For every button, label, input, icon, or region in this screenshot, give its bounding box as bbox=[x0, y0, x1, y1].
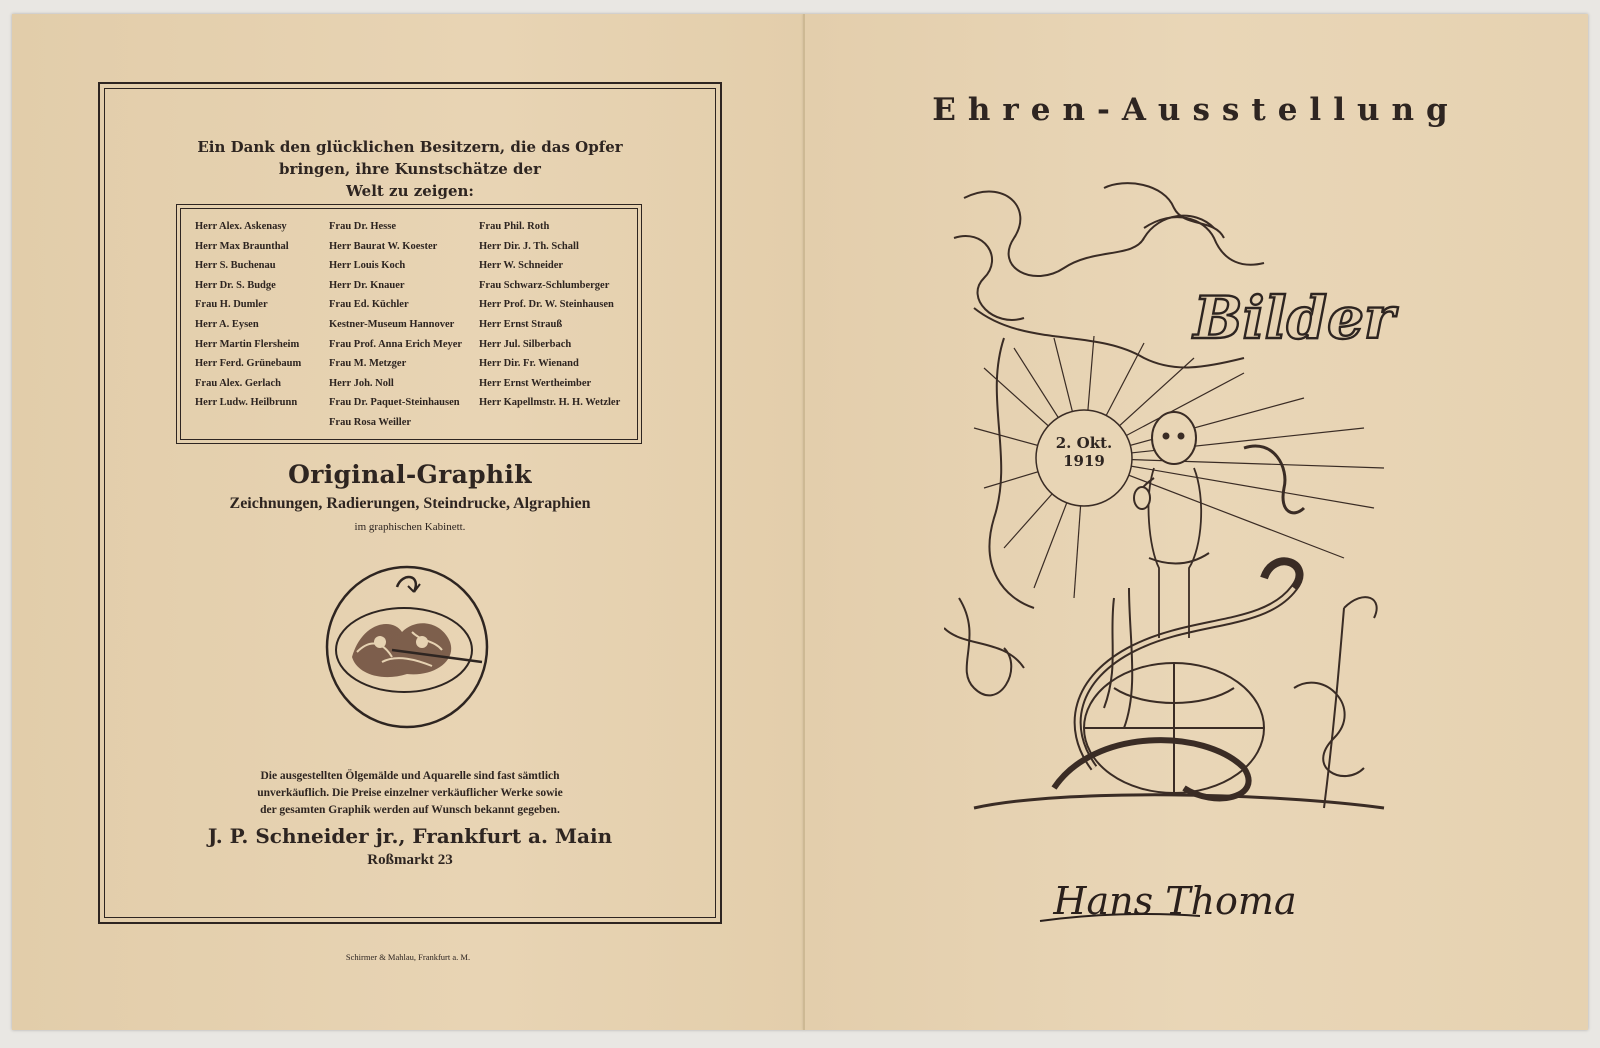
lender-name: Herr Dir. Fr. Wienand bbox=[479, 358, 579, 370]
bilder-word: Bilder bbox=[1193, 284, 1395, 352]
lender-name: Frau H. Dumler bbox=[195, 299, 268, 311]
lender-name: Kestner-Museum Hannover bbox=[329, 318, 455, 330]
thanks-line: Ein Dank den glücklichen Besitzern, die das Opfer bbox=[197, 138, 623, 156]
sun-year: 1919 bbox=[1063, 452, 1105, 470]
lenders-box bbox=[176, 204, 642, 444]
notice-line: Die ausgestellten Ölgemälde und Aquarelle sind fast sämtlich bbox=[260, 770, 560, 782]
graphic-note: im graphischen Kabinett. bbox=[354, 521, 466, 533]
lender-name: Herr Kapellmstr. H. H. Wetzler bbox=[479, 397, 621, 409]
lender-name: Herr S. Buchenau bbox=[195, 260, 276, 272]
lender-name: Herr Louis Koch bbox=[329, 260, 406, 272]
lender-name: Herr Dir. J. Th. Schall bbox=[479, 240, 579, 252]
firm-name: J. P. Schneider jr., Frankfurt a. Main bbox=[207, 824, 613, 848]
woodcut-illustration bbox=[944, 168, 1404, 834]
lender-name: Herr Dr. Knauer bbox=[329, 279, 405, 291]
lenders-column-1 bbox=[195, 217, 301, 413]
lender-name: Herr Martin Flersheim bbox=[195, 338, 300, 350]
thanks-line: bringen, ihre Kunstschätze der bbox=[279, 160, 541, 178]
lender-name: Frau Rosa Weiller bbox=[329, 416, 412, 428]
left-page-frame bbox=[98, 82, 722, 924]
lender-name: Frau Schwarz-Schlumberger bbox=[479, 279, 610, 291]
lender-name: Frau Dr. Hesse bbox=[329, 221, 396, 232]
notice-line: unverkäuflich. Die Preise einzelner verkäuflicher Werke sowie bbox=[257, 787, 563, 799]
lender-name: Herr Ferd. Grünebaum bbox=[195, 358, 302, 370]
graphic-title: Original-Graphik bbox=[288, 460, 532, 489]
exhibition-heading: Ehren-Ausstellung bbox=[932, 92, 1460, 128]
lender-name: Herr Dr. S. Budge bbox=[195, 279, 276, 291]
dragon-emblem-illustration bbox=[322, 562, 492, 732]
lender-name: Frau M. Metzger bbox=[329, 358, 407, 370]
notice-line: der gesamten Graphik werden auf Wunsch bekannt gegeben. bbox=[260, 804, 560, 816]
lender-name: Frau Prof. Anna Erich Meyer bbox=[329, 338, 463, 350]
graphic-subtitle: Zeichnungen, Radierungen, Steindrucke, Algraphien bbox=[229, 495, 591, 512]
lender-name: Herr W. Schneider bbox=[479, 260, 564, 272]
lender-name: Herr Alex. Askenasy bbox=[195, 221, 287, 232]
lender-name: Herr Ernst Strauß bbox=[479, 318, 563, 330]
lender-name: Herr Prof. Dr. W. Steinhausen bbox=[479, 299, 614, 311]
lender-name: Frau Alex. Gerlach bbox=[195, 377, 282, 389]
firm-address: Roßmarkt 23 bbox=[367, 852, 453, 868]
lender-name: Herr Ernst Wertheimber bbox=[479, 377, 592, 389]
lender-name: Frau Ed. Küchler bbox=[329, 299, 409, 311]
lender-name: Herr Max Braunthal bbox=[195, 240, 289, 252]
hans-thoma-signature bbox=[1030, 866, 1320, 946]
lender-name: Herr A. Eysen bbox=[195, 318, 259, 330]
lender-name: Herr Baurat W. Koester bbox=[329, 240, 438, 252]
sun-date: 2. Okt. bbox=[1055, 434, 1113, 452]
sale-notice bbox=[100, 768, 720, 819]
thanks-line: Welt zu zeigen: bbox=[346, 182, 474, 200]
lender-name: Herr Ludw. Heilbrunn bbox=[195, 397, 298, 409]
lender-name: Herr Joh. Noll bbox=[329, 377, 394, 389]
thanks-text bbox=[100, 136, 720, 202]
lender-name: Frau Dr. Paquet-Steinhausen bbox=[329, 397, 460, 409]
lender-name: Herr Jul. Silberbach bbox=[479, 338, 572, 350]
page-fold bbox=[803, 14, 805, 1030]
printer-credit: Schirmer & Mahlau, Frankfurt a. M. bbox=[345, 952, 471, 962]
signature-text: Hans Thoma bbox=[1053, 879, 1297, 923]
lenders-column-2 bbox=[329, 217, 462, 433]
lender-name: Frau Phil. Roth bbox=[479, 221, 550, 232]
lenders-column-3 bbox=[479, 217, 620, 413]
